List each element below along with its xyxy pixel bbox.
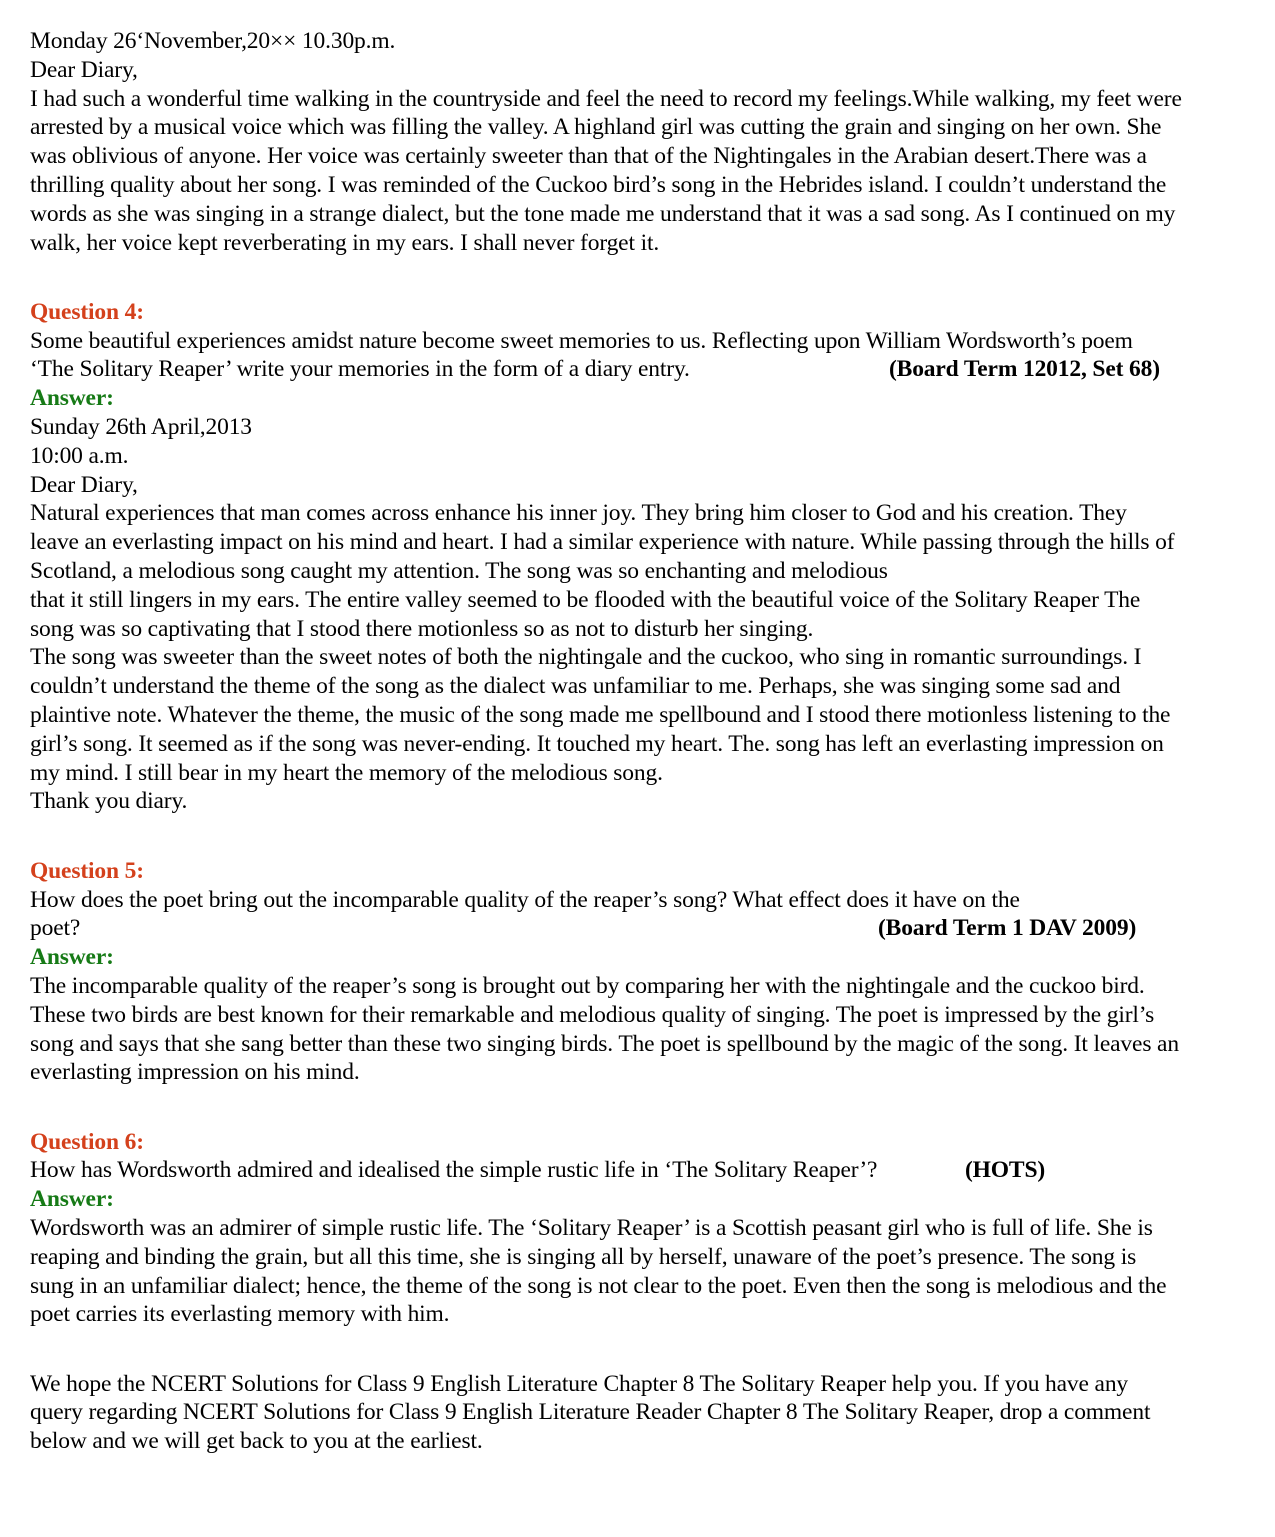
diary-text-line: was oblivious of anyone. Her voice was certainly sweeter than that of the Nightingales in the Arabian desert.There was a — [30, 143, 1147, 170]
closing-paragraph — [30, 1370, 1273, 1456]
question-5-text-line — [30, 914, 1273, 943]
diary-text-line: words as she was singing in a strange dialect, but the tone made me understand that it was a sad song. As I continued on my — [30, 200, 1176, 227]
section-spacer — [30, 1087, 1273, 1128]
question-4-text-line-content: ‘The Solitary Reaper’ write your memories in the form of a diary entry. — [30, 356, 690, 383]
answer-5-line: everlasting impression on his mind. — [30, 1059, 360, 1086]
diary-entry-intro — [30, 27, 1273, 257]
answer-4-heading: Answer: — [30, 385, 114, 412]
answer-5-line: song and says that she sang better than these two singing birds. The poet is spellbound by the magic of the song. It leaves an — [30, 1030, 1179, 1057]
diary-text-line: I had such a wonderful time walking in the countryside and feel the need to record my feelings.While walking, my feet were — [30, 85, 1182, 112]
answer-4-line: The song was sweeter than the sweet notes of both the nightingale and the cuckoo, who sing in romantic surroundings. I — [30, 644, 1142, 671]
answer-4-line: Scotland, a melodious song caught my attention. The song was so enchanting and melodious — [30, 558, 888, 585]
answer-4-line: that it still lingers in my ears. The entire valley seemed to be flooded with the beautiful voice of the Solitary Reaper The — [30, 586, 1141, 613]
question-5-heading: Question 5: — [30, 857, 144, 884]
answer-6-heading: Answer: — [30, 1186, 114, 1213]
answer-5-line: The incomparable quality of the reaper’s song is brought out by comparing her with the nightingale and the cuckoo bird. — [30, 972, 1145, 999]
answer-4-line: plaintive note. Whatever the theme, the music of the song made me spellbound and I stood there motionless listening to the — [30, 702, 1171, 729]
answer-4-line: song was so captivating that I stood there motionless so as not to disturb her singing. — [30, 615, 814, 642]
answer-4-line: my mind. I still bear in my heart the memory of the melodious song. — [30, 759, 663, 786]
question-4-text-line — [30, 355, 1273, 384]
question-5-text-line: How does the poet bring out the incomparable quality of the reaper’s song? What effect does it have on the — [30, 886, 1020, 913]
section-spacer — [30, 1329, 1273, 1370]
diary-text-line: walk, her voice kept reverberating in my ears. I shall never forget it. — [30, 229, 660, 256]
answer-4-line: Thank you diary. — [30, 788, 188, 815]
diary-text-line: arrested by a musical voice which was filling the valley. A highland girl was cutting the grain and singing on her own. She — [30, 114, 1162, 141]
diary-date-line: Monday 26‘November,20×× 10.30p.m. — [30, 28, 396, 54]
question-6-text-line-content: How has Wordsworth admired and idealised the simple rustic life in ‘The Solitary Reaper’? — [30, 1157, 878, 1184]
question-4-heading: Question 4: — [30, 298, 144, 325]
diary-salutation: Dear Diary, — [30, 56, 138, 83]
closing-line: We hope the NCERT Solutions for Class 9 English Literature Chapter 8 The Solitary Reaper help you. If you have any — [30, 1370, 1129, 1397]
question-4-section — [30, 298, 1273, 816]
answer-4-line: couldn’t understand the theme of the song as the dialect was unfamiliar to me. Perhaps, she was singing some sad and — [30, 673, 1121, 700]
answer-6-line: poet carries its everlasting memory with him. — [30, 1301, 450, 1328]
answer-4-line: Natural experiences that man comes across enhance his inner joy. They bring him closer to God and his creation. They — [30, 500, 1127, 527]
question-6-section — [30, 1128, 1273, 1330]
section-spacer — [30, 816, 1273, 857]
question-5-reference: (Board Term 1 DAV 2009) — [878, 915, 1137, 942]
answer-6-line: reaping and binding the grain, but all this time, she is singing all by herself, unaware of the poet’s presence. The song is — [30, 1243, 1137, 1270]
answer-4-line: leave an everlasting impact on his mind and heart. I had a similar experience with nature. While passing through the hills of — [30, 529, 1175, 556]
closing-line: query regarding NCERT Solutions for Class 9 English Literature Reader Chapter 8 The Solitary Reaper, drop a comment — [30, 1399, 1151, 1426]
answer-6-line: sung in an unfamiliar dialect; hence, the theme of the song is not clear to the poet. Even then the song is melodious and the — [30, 1272, 1167, 1299]
answer-6-line: Wordsworth was an admirer of simple rustic life. The ‘Solitary Reaper’ is a Scottish peasant girl who is full of life. She is — [30, 1214, 1153, 1241]
answer-5-heading: Answer: — [30, 944, 114, 971]
question-6-reference: (HOTS) — [965, 1157, 1046, 1184]
document-page — [30, 27, 1273, 1456]
diary-text-line: thrilling quality about her song. I was reminded of the Cuckoo bird’s song in the Hebrides island. I couldn’t understand the — [30, 171, 1167, 198]
question-5-text-line-content: poet? — [30, 915, 81, 942]
question-6-heading: Question 6: — [30, 1128, 144, 1155]
answer-4-line: Dear Diary, — [30, 471, 138, 498]
closing-line: below and we will get back to you at the earliest. — [30, 1428, 483, 1455]
question-5-section — [30, 857, 1273, 1087]
question-6-text-line — [30, 1156, 1273, 1185]
question-4-reference: (Board Term 12012, Set 68) — [889, 356, 1160, 383]
answer-5-line: These two birds are best known for their remarkable and melodious quality of singing. The poet is impressed by the girl’s — [30, 1001, 1155, 1028]
question-4-text-line: Some beautiful experiences amidst nature become sweet memories to us. Reflecting upon William Wordsworth’s poem — [30, 327, 1133, 354]
answer-4-line: Sunday 26th April,2013 — [30, 414, 252, 441]
answer-4-line: 10:00 a.m. — [30, 442, 129, 469]
section-spacer — [30, 257, 1273, 298]
answer-4-line: girl’s song. It seemed as if the song was never-ending. It touched my heart. The. song has left an everlasting impression on — [30, 730, 1164, 757]
